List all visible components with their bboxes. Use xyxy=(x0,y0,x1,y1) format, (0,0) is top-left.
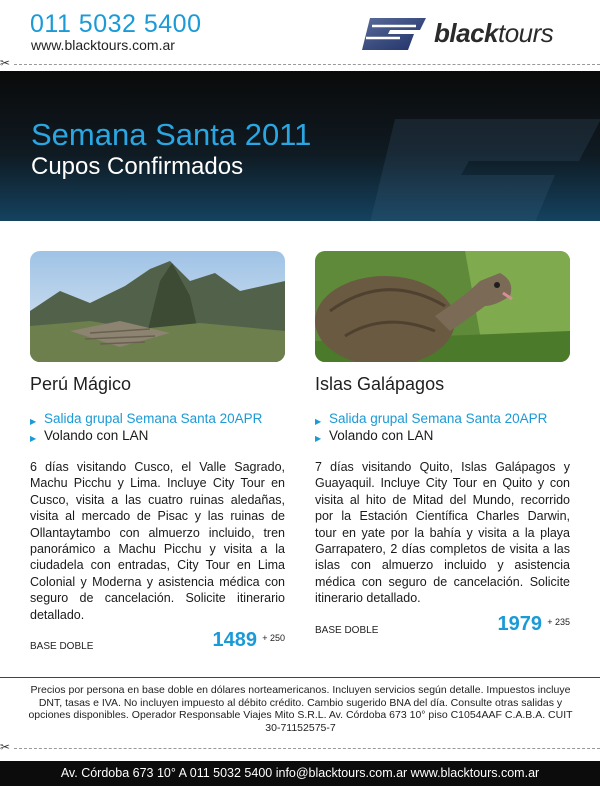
offer-bullet-airline: ▶ Volando con LAN xyxy=(30,427,285,444)
offer-price: 1979 xyxy=(497,612,542,635)
offer-galapagos xyxy=(315,251,570,639)
footer-contact[interactable]: Av. Córdoba 673 10° A 011 5032 5400 info@blacktours.com.ar www.blacktours.com.ar xyxy=(60,766,540,780)
offer-tax: + 250 xyxy=(262,633,285,644)
banner-subtitle: Cupos Confirmados xyxy=(31,153,244,180)
banner-watermark-icon xyxy=(365,111,600,221)
legal-divider xyxy=(0,677,600,678)
offer-bullets xyxy=(30,410,285,444)
header-url[interactable]: www.blacktours.com.ar xyxy=(31,37,175,53)
offer-bullet-airline: ▶ Volando con LAN xyxy=(315,427,570,444)
dashed-divider xyxy=(14,64,600,65)
giant-tortoise-photo[interactable] xyxy=(315,251,570,362)
brand-logo[interactable] xyxy=(360,14,575,54)
offer-price: 1489 xyxy=(212,629,257,652)
brand-name-light: tours xyxy=(498,18,554,48)
dashed-divider xyxy=(14,748,600,749)
blacktours-logo-mark-icon xyxy=(360,16,428,52)
brand-name-bold: black xyxy=(434,18,498,48)
offer-base-label: BASE DOBLE xyxy=(30,641,94,653)
offer-bullet-departure: ▶ Salida grupal Semana Santa 20APR xyxy=(315,410,570,427)
offer-price-row xyxy=(30,629,285,655)
offer-base-label: BASE DOBLE xyxy=(315,624,379,636)
legal-text: Precios por persona en base doble en dólares norteamericanos. Incluyen servicios según detalle. Impuestos incluye DNT, tasas e IVA. No incluyen impuesto al débito crédito. Cambio sugerido BNA del día. Consulte otras salidas y opciones disponibles. Operador Responsable Viajes Mito S.R.L. Av. Córdoba 673 10° piso C1054AAF C.A.B.A. CUIT 30-71152575-7 xyxy=(28,684,573,734)
offer-peru xyxy=(30,251,285,655)
hero-banner xyxy=(0,71,600,221)
machu-picchu-photo[interactable] xyxy=(30,251,285,362)
footer-bar xyxy=(0,761,600,786)
cut-line-top xyxy=(0,56,600,70)
scissors-icon: ✂ xyxy=(0,56,11,70)
offer-bullet-departure: ▶ Salida grupal Semana Santa 20APR xyxy=(30,410,285,427)
offer-description: 6 días visitando Cusco, el Valle Sagrado, Machu Picchu y Lima. Incluye City Tour en Cusco, visita a las cuatro ruinas aledañas, visita al mercado de Pisac y las ruinas de Ollantaytambo con almuerzo incluido, tren panorámico a Machu Picchu y visita a la ciudadela con entradas, City Tour en Lima Colonial y Moderna y asistencia médica con seguro de cancelación. Solicite itinerario detallado. xyxy=(30,460,285,622)
offer-title: Perú Mágico xyxy=(30,374,132,394)
offer-tax: + 235 xyxy=(547,616,570,627)
offer-title: Islas Galápagos xyxy=(315,374,445,394)
offer-description: 7 días visitando Quito, Islas Galápagos y Guayaquil. Incluye City Tour en Quito y con visita al hito de Mitad del Mundo, recorrido por la Estación Científica Charles Darwin, tour en yate por la bahía y visita a la playa Garrapatero, 2 días completos de visita a las islas con almuerzo incluido y asistencia médica con seguro de cancelación. Solicite itinerario detallado. xyxy=(315,460,570,606)
cut-line-bottom xyxy=(0,740,600,754)
header-phone[interactable]: 011 5032 5400 xyxy=(30,10,202,38)
offer-bullets xyxy=(315,410,570,444)
header xyxy=(0,0,600,68)
brand-name xyxy=(434,18,553,49)
offer-price-row xyxy=(315,613,570,639)
banner-title: Semana Santa 2011 xyxy=(31,117,312,152)
scissors-icon: ✂ xyxy=(0,740,11,754)
